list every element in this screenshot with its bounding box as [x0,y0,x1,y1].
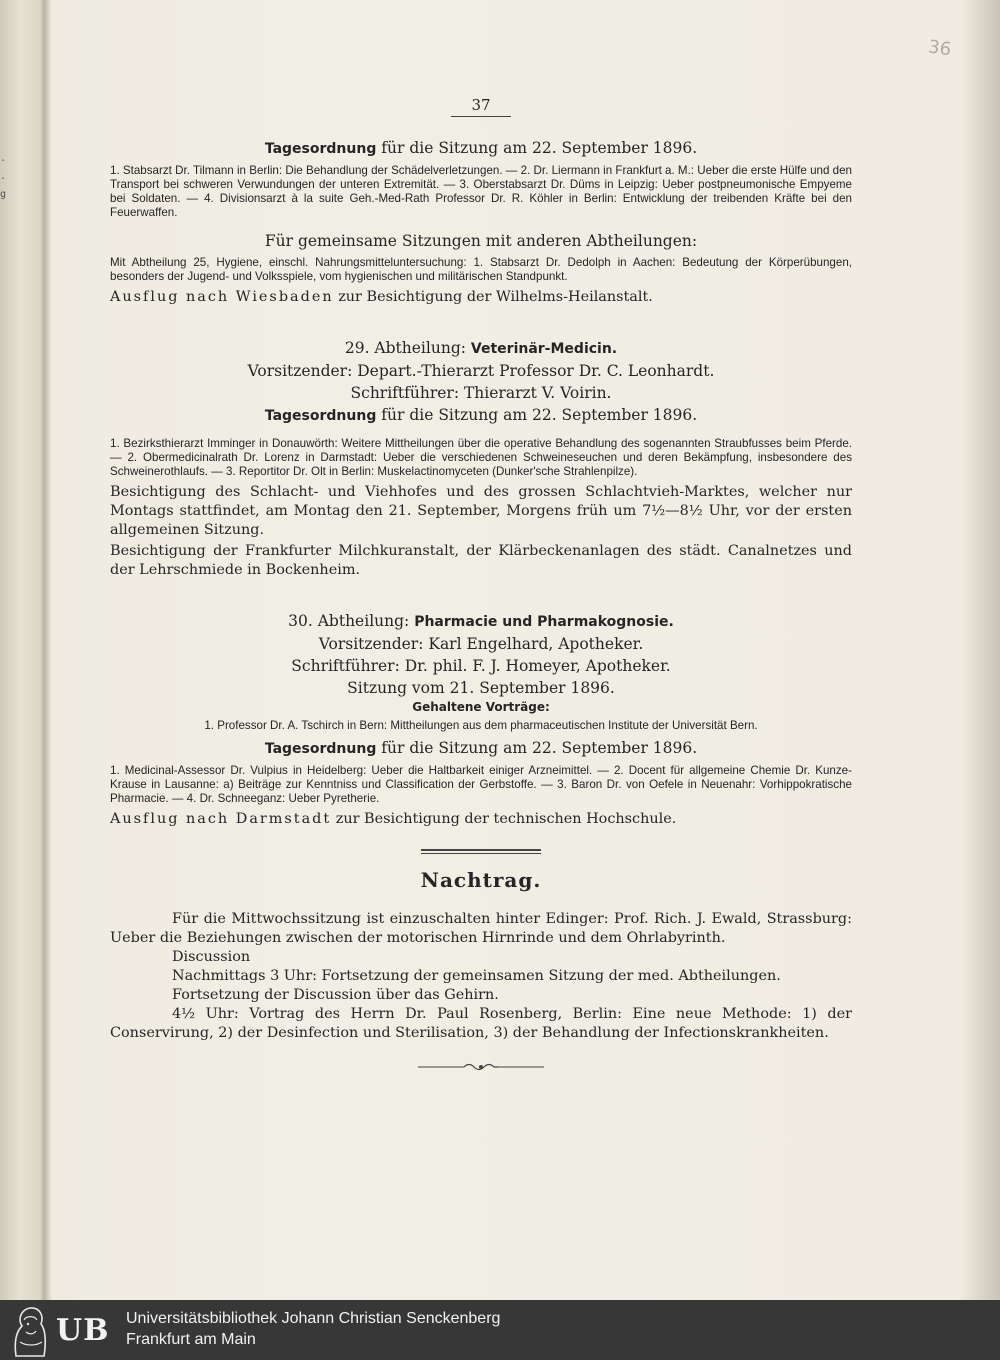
sec30-session: Sitzung vom 21. September 1896. [347,679,615,697]
sec30-held-heading: Gehaltene Vorträge: [412,700,550,714]
sec30-excursion [110,810,852,829]
nachtrag-paragraph-4: Fortsetzung der Discussion über das Gehirn. [172,987,499,1003]
page-content [110,96,852,1077]
library-name-line-2: Frankfurt am Main [126,1331,256,1348]
ornament-icon [416,1061,546,1073]
nachtrag-paragraph-5: 4½ Uhr: Vortrag des Herrn Dr. Paul Rosenberg, Berlin: Eine neue Methode: 1) der Conservirung, 2) der Desinfection und Sterilisation, 3) der Behandlung der Infectionskrankheiten. [110,1006,852,1041]
sec30-held-text: 1. Professor Dr. A. Tschirch in Bern: Mittheilungen aus dem pharmaceutischen Institute der Universität Bern. [204,719,758,732]
agenda-label: Tagesordnung [264,141,377,157]
sec28-joint-heading: Für gemeinsame Sitzungen mit anderen Abtheilungen: [264,232,698,250]
sec29-chair: Vorsitzender: Depart.-Thierarzt Professor Dr. C. Leonhardt. [247,362,715,380]
nachtrag-heading: Nachtrag. [420,868,542,892]
excursion-purpose: zur Besichtigung der technischen Hochschule. [335,811,677,827]
agenda-date: für die Sitzung am 22. September 1896. [381,139,698,157]
sec29-visit-1: Besichtigung des Schlacht- und Viehhofes und des grossen Schlachtvieh-Marktes, welcher nur Montags stattfindet, am Montag den 21. September, Morgens früh um 7½—8½ Uhr, vor der ersten allgemeinen Sitzung. [110,484,852,538]
sec30-title [110,610,852,633]
excursion-place: Ausflug nach Darmstadt [110,811,332,827]
sec28-agenda-heading [110,137,852,160]
library-footer-bar [0,1300,1000,1360]
previous-page-edge: . . g [0,153,7,200]
library-name-line-1: Universitätsbibliothek Johann Christian Senckenberg [126,1310,501,1327]
section-title: Veterinär-Medicin. [470,341,618,357]
sec30-talks: 1. Medicinal-Assessor Dr. Vulpius in Heidelberg: Ueber die Haltbarkeit einiger Arzneimittel. — 2. Docent für allgemeine Chemie Dr. Kunze-Krause in Lausanne: a) Beiträge zur Kenntniss und Classification der Gerbstoffe. — 3. Baron Dr. von Oefele in Neuenahr: Vorhippokratische Pharmacie. — 4. Dr. Schneeganz: Ueber Pyretherie. [110,764,852,805]
excursion-purpose: zur Besichtigung der Wilhelms-Heilanstalt. [338,289,653,305]
sec30-agenda-heading [110,737,852,760]
ub-logo-text: UB [56,1312,110,1348]
sec29-talks: 1. Bezirksthierarzt Imminger in Donauwörth: Weitere Mittheilungen über die operative Behandlung des sogenannten Straubfusses beim Pferde. — 2. Obermedicinalrath Dr. Lorenz in Darmstadt: Ueber die verschiedenen Schweineseuchen und deren Bekämpfung, insbesondere des Schweinerothlaufs. — 3. Reportitor Dr. Olt in Berlin: Muskelactinomyceten (Dunker'sche Strahlenpilze). [110,437,852,478]
agenda-date: für die Sitzung am 22. September 1896. [381,406,698,424]
agenda-label: Tagesordnung [264,741,377,757]
nachtrag-paragraph-2: Discussion [172,949,251,965]
excursion-place: Ausflug nach Wiesbaden [110,289,334,305]
agenda-label: Tagesordnung [264,408,377,424]
nachtrag-paragraph-3: Nachmittags 3 Uhr: Fortsetzung der gemeinsamen Sitzung der med. Abtheilungen. [172,968,781,984]
library-logo[interactable] [0,1300,118,1360]
sec30-secretary: Schriftführer: Dr. phil. F. J. Homeyer, Apotheker. [291,657,671,675]
double-rule-divider [421,849,541,854]
sec28-excursion [110,288,852,307]
sec30-chair: Vorsitzender: Karl Engelhard, Apotheker. [318,635,644,653]
sec29-visit-2: Besichtigung der Frankfurter Milchkuranstalt, der Klärbeckenanlagen des städt. Canalnetzes und der Lehrschmiede in Bockenheim. [110,543,852,578]
section-number: 29. Abtheilung: [344,339,466,357]
section-number: 30. Abtheilung: [288,612,410,630]
agenda-date: für die Sitzung am 22. September 1896. [381,739,698,757]
sec29-secretary: Schriftführer: Thierarzt V. Voirin. [350,384,612,402]
pencil-page-note: 36 [926,36,953,61]
sec28-talks: 1. Stabsarzt Dr. Tilmann in Berlin: Die Behandlung der Schädelverletzungen. — 2. Dr. Liermann in Frankfurt a. M.: Ueber die erste Hülfe und den Transport bei schweren Verwundungen der unteren Extremität. — 3. Oberstabsarzt Dr. Düms in Leipzig: Ueber postpneumonische Empyeme bei Soldaten. — 4. Divisionsarzt à la suite Geh.-Med-Rath Professor Dr. R. Köhler in Berlin: Entwicklung der treibenden Kräfte bei den Feuerwaffen. [110,164,852,219]
senckenberg-portrait-icon [6,1302,52,1358]
sec29-agenda-heading [110,404,852,427]
nachtrag-paragraph-1: Für die Mittwochssitzung ist einzuschalten hinter Edinger: Prof. Rich. J. Ewald, Strassburg: Ueber die Beziehungen zwischen der motorischen Hirnrinde und dem Ohrlabyrinth. [110,911,852,946]
section-title: Pharmacie und Pharmakognosie. [414,614,674,630]
library-name [126,1308,500,1350]
sec29-title [110,337,852,360]
page-number: 37 [451,96,511,117]
sec28-joint-text: Mit Abtheilung 25, Hygiene, einschl. Nahrungsmitteluntersuchung: 1. Stabsarzt Dr. Dedolph in Aachen: Bedeutung der Körperübungen, besonders der Jugend- und Volksspiele, vom hygienischen und militärischen Standpunkt. [110,256,852,283]
ornament-divider [110,1061,852,1077]
